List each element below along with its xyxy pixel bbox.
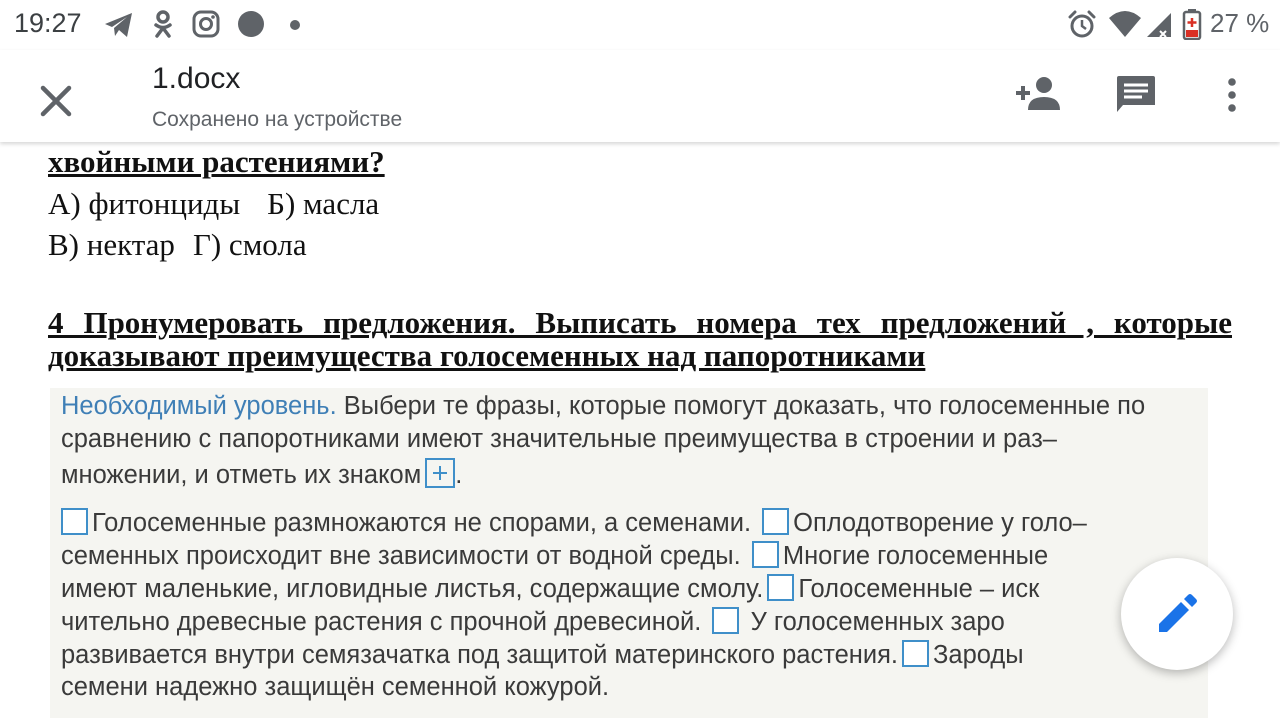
sentence-checkbox-2: [762, 508, 789, 535]
sentence-4-end: чительно древесные растения с прочной древесиной.: [61, 608, 702, 636]
app-bar: [0, 50, 1280, 142]
more-options-button[interactable]: [1220, 77, 1244, 118]
status-time: 19:27: [14, 8, 82, 38]
document-save-status: Сохранено на устройстве: [152, 108, 403, 131]
notification-dot-icon: [237, 10, 265, 43]
answer-b: Б) масла: [267, 186, 380, 221]
sentence-checkbox-3: [752, 541, 779, 568]
battery-percent: 27 %: [1210, 8, 1270, 38]
textbook-intro-3-end: .: [455, 461, 463, 489]
task-4-line-2: доказывают преимущества голосеменных над папоротниками: [48, 338, 926, 373]
more-notifications-dot-icon: [289, 18, 301, 36]
textbook-intro-3: множении, и отметь их знаком: [61, 461, 422, 489]
add-person-icon: [1014, 74, 1064, 114]
sentence-1: Голосеменные размножаются не спорами, а семенами.: [92, 509, 752, 537]
answer-a: А) фитонциды: [48, 186, 241, 221]
sentence-checkbox-6: [902, 640, 929, 667]
answer-line-2: [48, 227, 307, 263]
textbook-line: [61, 574, 1039, 604]
wifi-icon: [1108, 10, 1142, 43]
close-icon: [30, 75, 82, 127]
textbook-intro-1: Выбери те фразы, которые помогут доказать, что голосеменные по: [343, 392, 1146, 420]
question-title: хвойными растениями?: [48, 144, 385, 179]
plus-box-icon: [425, 458, 455, 488]
sentence-checkbox-5: [712, 607, 739, 634]
textbook-image: [50, 388, 1208, 718]
sentence-2-end: семенных происходит вне зависимости от водной среды.: [61, 542, 741, 570]
textbook-line: [61, 508, 1087, 538]
sentence-5-start: У голосеменных заро: [750, 608, 1005, 636]
textbook-level-label: Необходимый уровень.: [61, 392, 337, 420]
textbook-intro-2: сравнению с папоротниками имеют значительные преимущества в строении и раз–: [61, 425, 1057, 453]
sentence-4-start: Голосеменные – иск: [798, 575, 1040, 603]
sentence-checkbox-1: [61, 508, 88, 535]
textbook-line: [61, 541, 1048, 571]
share-button[interactable]: [1014, 74, 1064, 119]
sentence-2-start: Оплодотворение у голо–: [793, 509, 1087, 537]
edit-pencil-icon: [1155, 592, 1199, 636]
battery-saver-icon: [1182, 8, 1202, 45]
odnoklassniki-icon: [153, 10, 173, 43]
task-4-heading: [48, 306, 1232, 372]
alarm-icon: [1067, 10, 1097, 45]
textbook-line: [61, 392, 1145, 421]
telegram-icon: [104, 12, 134, 43]
close-button[interactable]: [30, 75, 82, 127]
comment-icon: [1115, 75, 1157, 117]
sentence-6-start: Зароды: [933, 641, 1024, 669]
sentence-checkbox-4: [767, 574, 794, 601]
sentence-6-end: семени надежно защищён семенной кожурой.: [61, 673, 610, 701]
textbook-line: [61, 640, 1024, 670]
more-vert-icon: [1220, 77, 1244, 113]
cellular-signal-icon: [1146, 12, 1172, 43]
answer-d: Г) смола: [192, 227, 307, 262]
sentence-3-end: имеют маленькие, игловидные листья, содержащие смолу.: [61, 575, 764, 603]
document-title: 1.docx: [152, 62, 241, 95]
comments-button[interactable]: [1115, 75, 1157, 122]
textbook-line: [61, 458, 462, 490]
status-bar: [0, 0, 1280, 50]
sentence-3-start: Многие голосеменные: [782, 542, 1049, 570]
textbook-line: [61, 607, 1005, 637]
edit-fab-button[interactable]: [1121, 558, 1233, 670]
answer-c: В) нектар: [48, 227, 175, 262]
document-content[interactable]: [0, 142, 1280, 720]
sentence-5-end: развивается внутри семязачатка под защитой материнского растения.: [61, 641, 899, 669]
instagram-icon: [192, 10, 220, 43]
answer-line-1: [48, 186, 379, 222]
task-4-line-1: 4 Пронумеровать предложения. Выписать номера тех предложений , которые: [48, 305, 1232, 340]
